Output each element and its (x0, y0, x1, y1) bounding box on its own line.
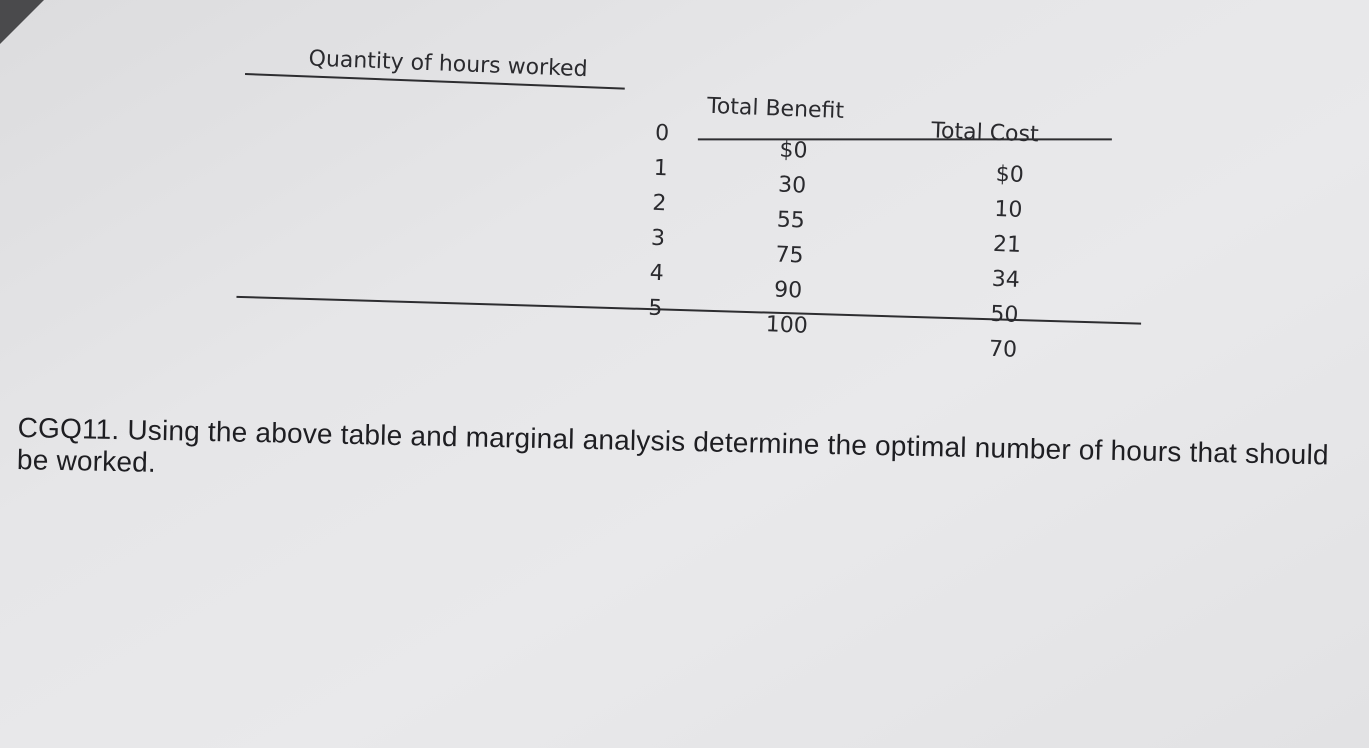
cell-benefit: 30 (777, 172, 807, 199)
cell-benefit: 90 (773, 277, 803, 304)
cell-hours: 5 (647, 295, 663, 322)
cell-cost: 70 (988, 336, 1018, 363)
cell-hours: 4 (649, 260, 665, 287)
cell-cost: $0 (995, 161, 1025, 188)
cell-hours: 0 (654, 120, 670, 147)
cell-cost: 34 (991, 266, 1021, 293)
cell-cost: 21 (992, 231, 1022, 258)
column-total-cost (974, 156, 1038, 368)
column-total-benefit (758, 132, 822, 344)
cell-benefit: 55 (776, 207, 806, 234)
cell-cost: 50 (989, 301, 1019, 328)
header-total-benefit: Total Benefit (706, 93, 845, 125)
header-total-cost: Total Cost (930, 118, 1040, 148)
cell-hours: 3 (650, 225, 666, 252)
cell-benefit: 75 (775, 242, 804, 269)
cell-benefit: $0 (779, 137, 808, 164)
column-hours (643, 116, 675, 327)
cell-benefit: 100 (765, 312, 809, 339)
cell-cost: 10 (993, 196, 1023, 223)
question-text: CGQ11. Using the above table and marginal analysis determine the optimal number of hours that should be worked. (16, 412, 1330, 478)
header-hours: Quantity of hours worked (308, 46, 589, 83)
table-top-rule-right (698, 138, 1112, 140)
cell-hours: 1 (653, 155, 669, 182)
cell-hours: 2 (651, 190, 667, 217)
